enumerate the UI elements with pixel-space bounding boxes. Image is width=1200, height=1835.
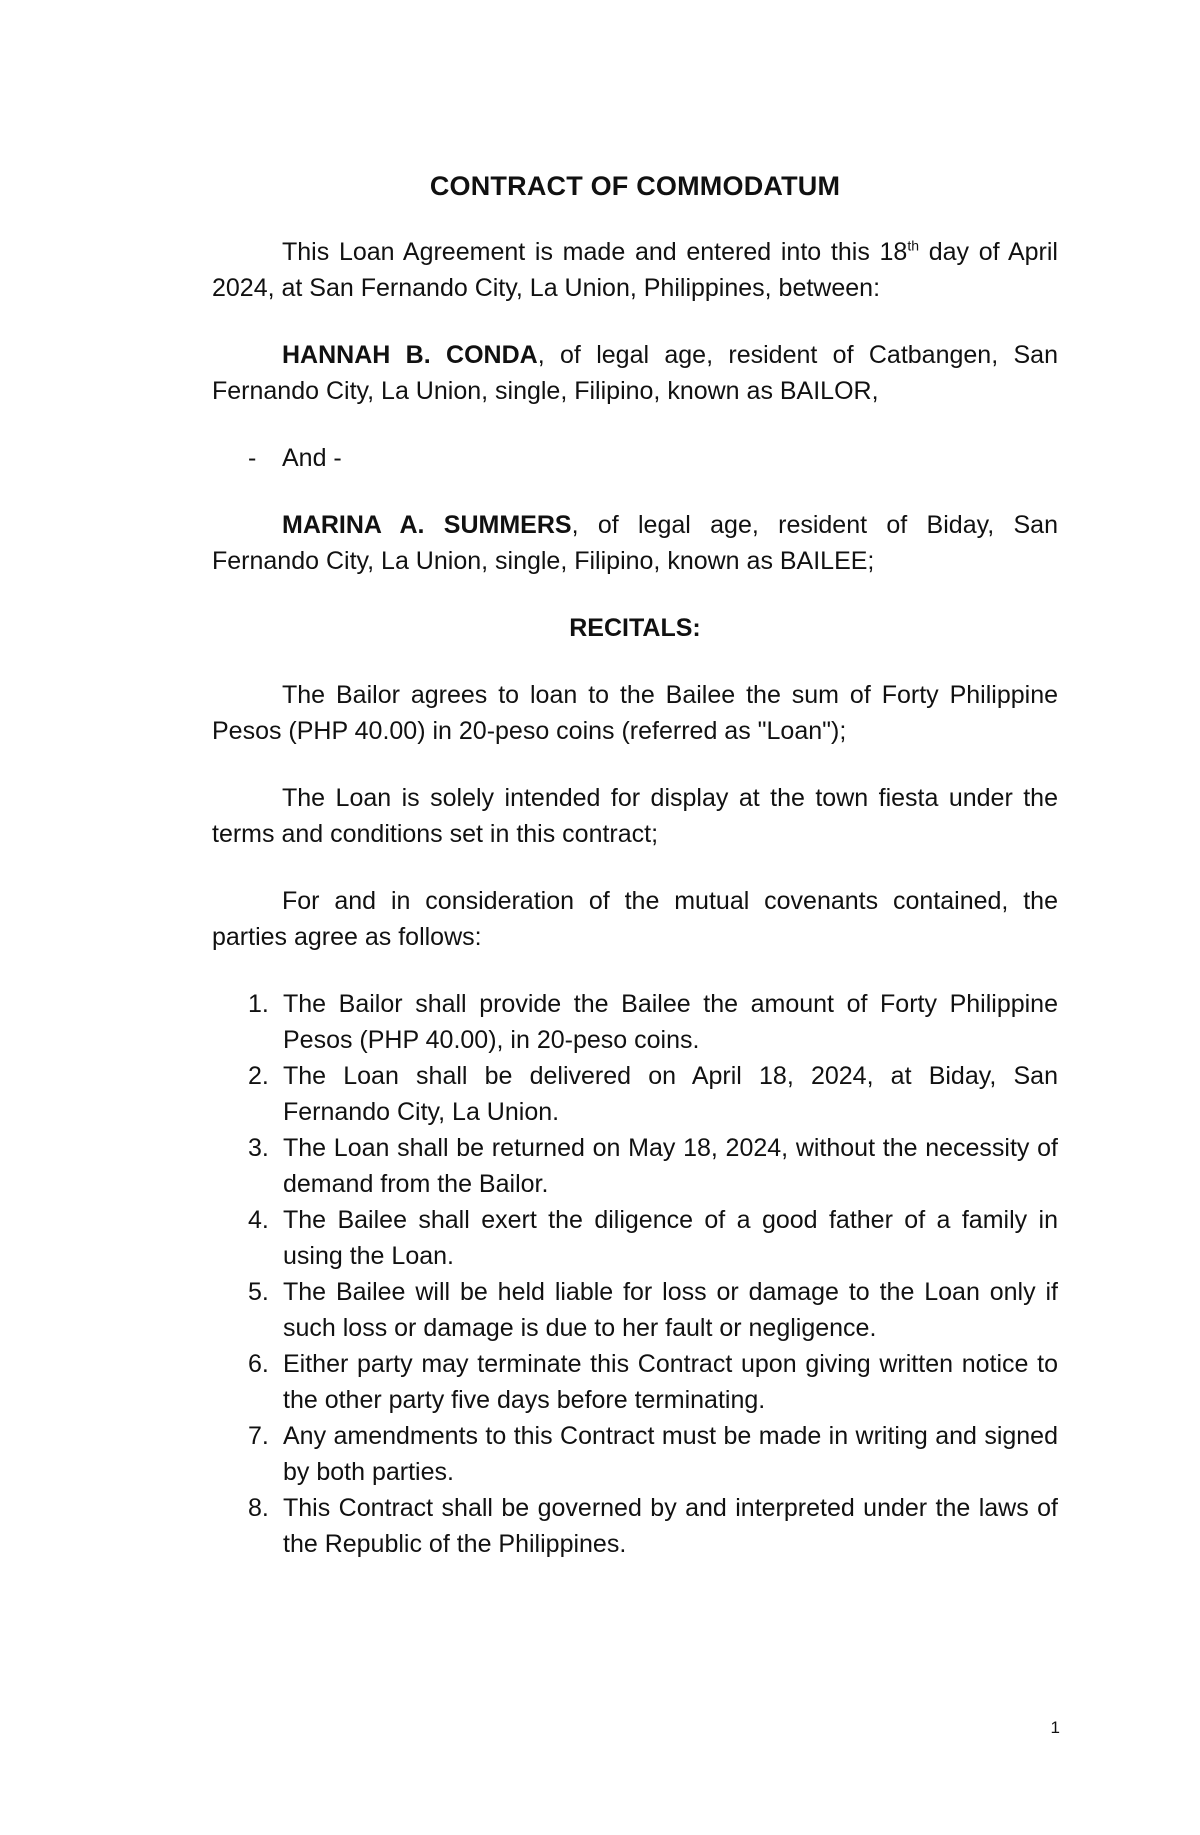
bailor-description: , of legal age, resident of Catbangen, San Fernando City, La Union, single, Filipino, known as BAILOR, [212, 341, 1058, 405]
recital-paragraph: The Loan is solely intended for display at the town fiesta under the terms and conditions set in this contract; [212, 784, 1058, 848]
list-item [248, 1130, 1058, 1202]
list-item-number: 6. [248, 1350, 269, 1378]
bailee-paragraph [212, 507, 1058, 579]
bailor-name: HANNAH B. CONDA [282, 341, 538, 369]
ordinal-suffix: th [907, 237, 920, 254]
and-text: And - [282, 444, 342, 472]
list-item-number: 7. [248, 1422, 269, 1450]
document-body [212, 168, 1058, 1562]
list-item-number: 3. [248, 1134, 269, 1162]
list-item [248, 1490, 1058, 1562]
document-title: CONTRACT OF COMMODATUM [429, 171, 841, 201]
terms-list [212, 986, 1058, 1562]
intro-text-end: day of April 2024, at San Fernando City, La Union, Philippines, between: [212, 238, 1058, 302]
list-item-text: The Bailee will be held liable for loss or damage to the Loan only if such loss or damage is due to her fault or negligence. [283, 1278, 1058, 1342]
list-item [248, 1418, 1058, 1490]
covenant-intro-paragraph: For and in consideration of the mutual covenants contained, the parties agree as follows: [212, 887, 1058, 951]
recitals-heading: RECITALS: [569, 614, 701, 642]
list-item [248, 1058, 1058, 1130]
bailee-description: , of legal age, resident of Biday, San Fernando City, La Union, single, Filipino, known as BAILEE; [212, 511, 1058, 575]
list-item-number: 5. [248, 1278, 269, 1306]
list-item-text: The Loan shall be returned on May 18, 2024, without the necessity of demand from the Bailor. [283, 1134, 1058, 1198]
list-item-number: 8. [248, 1494, 269, 1522]
recital-paragraph: The Bailor agrees to loan to the Bailee the sum of Forty Philippine Pesos (PHP 40.00) in 20-peso coins (referred as "Loan"); [212, 681, 1058, 745]
list-item [248, 1346, 1058, 1418]
list-item-number: 4. [248, 1206, 269, 1234]
list-item-number: 1. [248, 990, 269, 1018]
list-item-text: The Bailee shall exert the diligence of a good father of a family in using the Loan. [283, 1206, 1058, 1270]
page-number: 1 [1050, 1718, 1060, 1737]
list-item [248, 986, 1058, 1058]
list-item [248, 1202, 1058, 1274]
list-item-number: 2. [248, 1062, 269, 1090]
list-item-text: The Loan shall be delivered on April 18, 2024, at Biday, San Fernando City, La Union. [283, 1062, 1058, 1126]
and-separator [212, 440, 1058, 476]
bailee-name: MARINA A. SUMMERS [282, 511, 572, 539]
list-item-text: This Contract shall be governed by and interpreted under the laws of the Republic of the Philippines. [283, 1494, 1058, 1558]
list-item-text: Either party may terminate this Contract upon giving written notice to the other party five days before terminating. [283, 1350, 1058, 1414]
and-dash: - [248, 444, 257, 472]
bailor-paragraph [212, 337, 1058, 409]
list-item-text: The Bailor shall provide the Bailee the amount of Forty Philippine Pesos (PHP 40.00), in 20-peso coins. [283, 990, 1058, 1054]
intro-text-start: This Loan Agreement is made and entered into this 18 [282, 238, 908, 266]
list-item-text: Any amendments to this Contract must be made in writing and signed by both parties. [283, 1422, 1058, 1486]
intro-paragraph [212, 234, 1058, 306]
list-item [248, 1274, 1058, 1346]
